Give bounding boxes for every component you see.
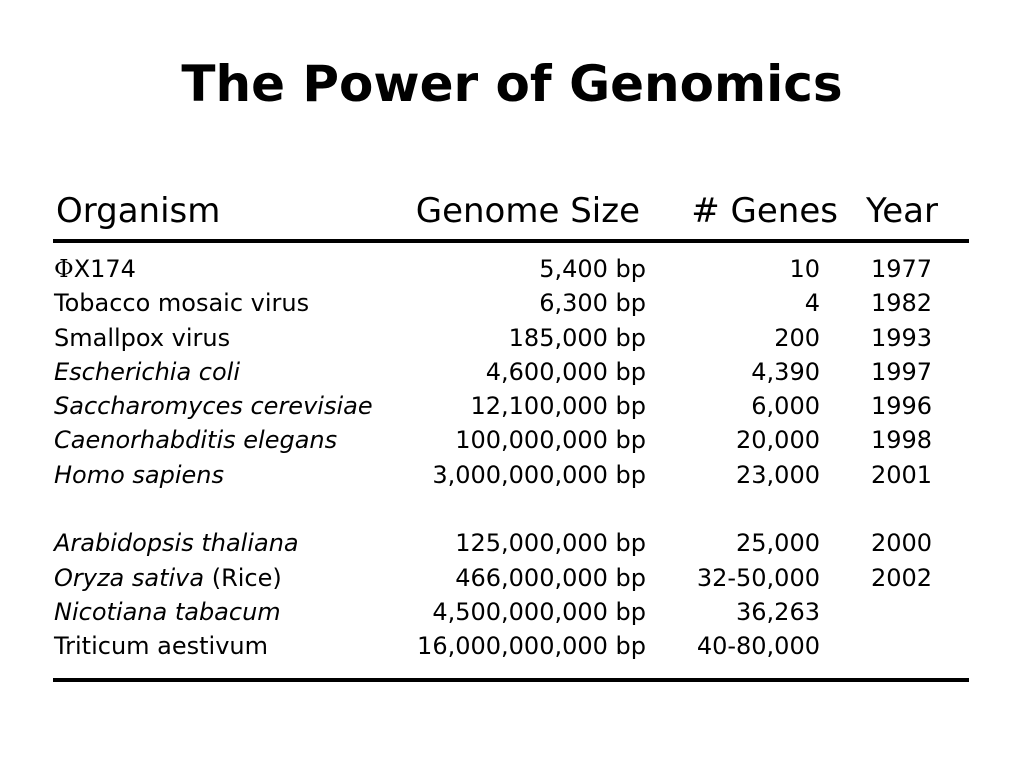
table-row	[0, 286, 1024, 320]
organism-cell	[54, 355, 240, 389]
genome-size-cell: 4,600,000 bp	[485, 357, 646, 386]
organism-cell	[54, 321, 230, 355]
table-body	[0, 252, 1024, 664]
organism-name: Caenorhabditis elegans	[54, 426, 338, 455]
table-row	[0, 355, 1024, 389]
organism-cell	[54, 526, 299, 560]
genome-size-cell: 4,500,000,000 bp	[432, 597, 646, 626]
year-cell: 2000	[871, 529, 933, 558]
genome-size-cell: 12,100,000 bp	[470, 392, 646, 421]
genes-cell: 25,000	[736, 529, 820, 558]
table-row	[0, 561, 1024, 595]
year-cell: 1982	[871, 289, 933, 318]
table-row	[0, 629, 1024, 663]
organism-common-name: (Rice)	[204, 563, 282, 592]
table-row	[0, 252, 1024, 286]
organism-name: X174	[73, 255, 136, 283]
table-row	[0, 321, 1024, 355]
organism-cell	[54, 629, 268, 663]
organism-cell	[54, 389, 373, 423]
genes-cell: 6,000	[751, 392, 820, 421]
phi-symbol: Φ	[54, 255, 74, 283]
genes-cell: 36,263	[736, 597, 820, 626]
table-row	[0, 526, 1024, 560]
table-row	[0, 458, 1024, 492]
genome-size-cell: 125,000,000 bp	[455, 529, 646, 558]
header-organism: Organism	[56, 191, 221, 231]
year-cell: 1997	[871, 357, 933, 386]
table-bottom-rule	[53, 678, 969, 682]
table-row	[0, 389, 1024, 423]
genome-size-cell: 6,300 bp	[539, 289, 646, 318]
year-cell: 1998	[871, 426, 933, 455]
table-top-rule	[53, 239, 969, 243]
header-genome-size: Genome Size	[415, 191, 640, 231]
organism-name: Triticum aestivum	[54, 632, 269, 661]
organism-name: Tobacco mosaic virus	[54, 289, 310, 318]
organism-cell	[54, 252, 136, 286]
year-cell: 1993	[871, 323, 933, 352]
organism-name: Smallpox virus	[54, 323, 231, 352]
organism-cell	[54, 458, 224, 492]
organism-name: Nicotiana tabacum	[54, 597, 281, 626]
organism-name: Arabidopsis thaliana	[54, 529, 299, 558]
organism-cell	[54, 561, 282, 595]
organism-name: Escherichia coli	[54, 357, 240, 386]
organism-cell	[54, 286, 309, 320]
organism-name: Saccharomyces cerevisiae	[54, 392, 373, 421]
genes-cell: 32-50,000	[696, 563, 820, 592]
genes-cell: 23,000	[736, 460, 820, 489]
year-cell: 1977	[871, 255, 933, 283]
genome-size-cell: 16,000,000,000 bp	[417, 632, 646, 661]
genome-size-cell: 5,400 bp	[539, 255, 646, 283]
genome-size-cell: 185,000 bp	[508, 323, 646, 352]
genes-cell: 4	[804, 289, 820, 318]
genome-size-cell: 466,000,000 bp	[455, 563, 646, 592]
header-genes: # Genes	[691, 191, 838, 231]
year-cell: 2002	[871, 563, 933, 592]
genome-size-cell: 100,000,000 bp	[455, 426, 646, 455]
genes-cell: 20,000	[736, 426, 820, 455]
table-row	[0, 423, 1024, 457]
genome-size-cell: 3,000,000,000 bp	[432, 460, 646, 489]
genes-cell: 200	[774, 323, 820, 352]
genes-cell: 4,390	[751, 357, 820, 386]
year-cell: 1996	[871, 392, 933, 421]
table-row	[0, 595, 1024, 629]
group-spacer	[0, 492, 1024, 526]
organism-cell	[54, 595, 281, 629]
slide-title: The Power of Genomics	[181, 55, 843, 113]
header-year: Year	[866, 191, 938, 231]
genes-cell: 40-80,000	[696, 632, 820, 661]
organism-cell	[54, 423, 337, 457]
organism-name: Homo sapiens	[54, 460, 225, 489]
genes-cell: 10	[789, 255, 820, 283]
year-cell: 2001	[871, 460, 933, 489]
organism-name: Oryza sativa	[54, 563, 205, 592]
